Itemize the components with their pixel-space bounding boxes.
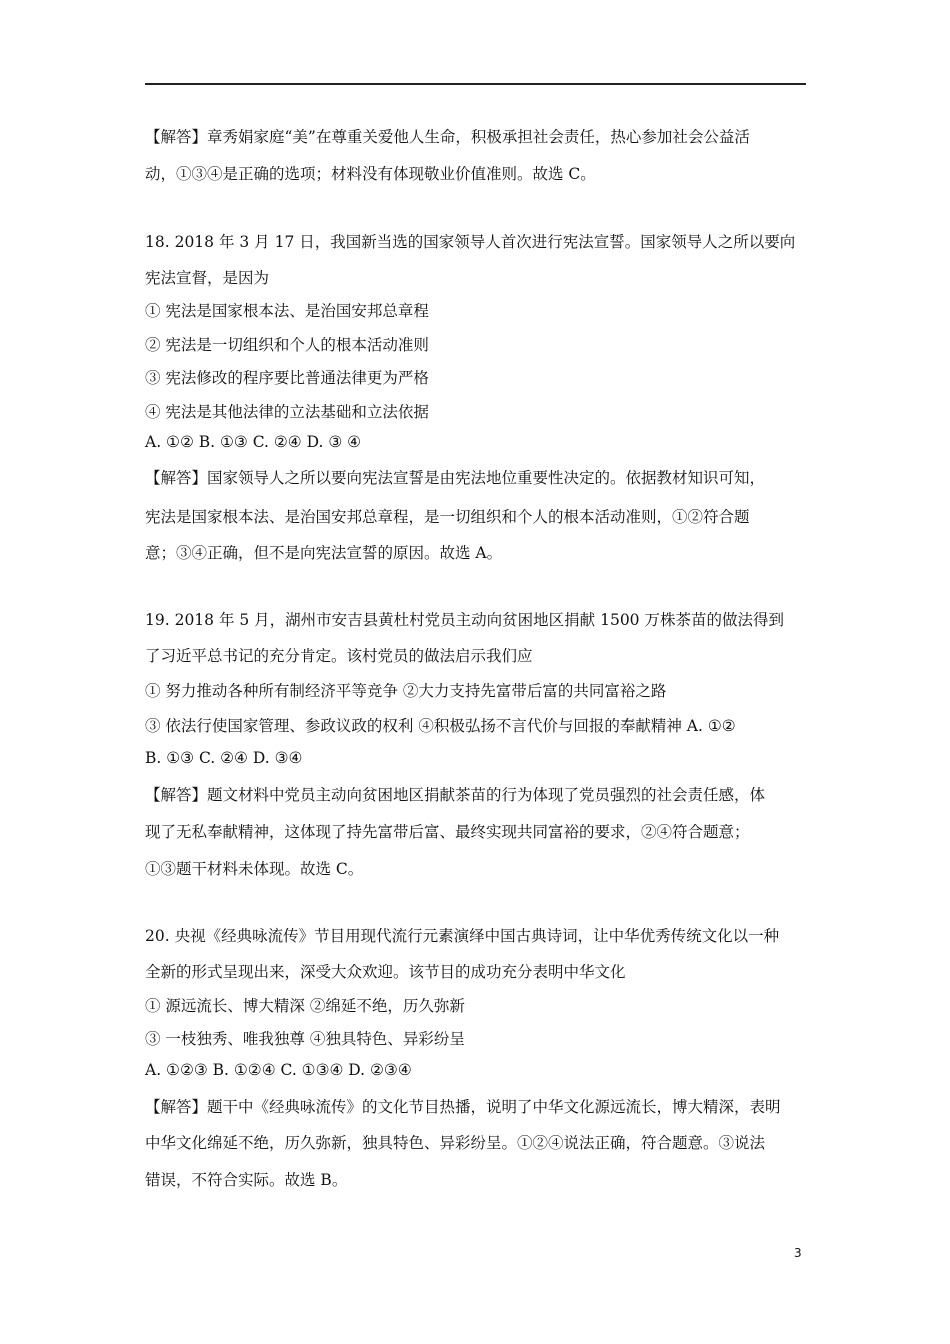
option-1: ① 宪法是国家根本法、是治国安邦总章程 — [145, 302, 429, 320]
header-rule — [145, 83, 806, 85]
line-22: 全新的形式呈现出来，深受大众欢迎。该节目的成功充分表明中华文化 — [145, 963, 626, 981]
answer-line: 意；③④正确，但不是向宪法宣誓的原因。故选 A。 — [145, 544, 503, 562]
option-2: ② 宪法是一切组织和个人的根本活动准则 — [145, 336, 429, 354]
answer-line: ①③题干材料未体现。故选 C。 — [145, 860, 364, 878]
line-4: 宪法宣督，是因为 — [145, 269, 270, 287]
line-14: 了习近平总书记的充分肯定。该村党员的做法启示我们应 — [145, 647, 533, 665]
page-number: 3 — [794, 1246, 802, 1260]
answer-line: 错误，不符合实际。故选 B。 — [145, 1171, 348, 1189]
answer-line: 现了无私奉献精神，这体现了持先富带后富、最终实现共同富裕的要求，②④符合题意； — [145, 823, 750, 841]
answer-line: 宪法是国家根本法、是治国安邦总章程，是一切组织和个人的根本活动准则，①②符合题 — [145, 508, 750, 526]
choices: A. ①② B. ①③ C. ②④ D. ③ ④ — [145, 433, 362, 451]
option-line: ③ 依法行使国家管理、参政议政的权利 ④积极弘扬不言代价与回报的奉献精神 A. ①② — [145, 717, 736, 735]
question-19: 19. 2018 年 5 月，湖州市安吉县黄杜村党员主动向贫困地区捐献 1500 万株茶苗的做法得到 — [145, 611, 784, 629]
answer-line: 中华文化绵延不绝，历久弥新，独具特色、异彩纷呈。①②④说法正确，符合题意。③说法 — [145, 1134, 766, 1152]
answer-line: 【解答】国家领导人之所以要向宪法宣誓是由宪法地位重要性决定的。依据教材知识可知， — [145, 469, 766, 487]
choices: B. ①③ C. ②④ D. ③④ — [145, 749, 303, 767]
option-line: ① 努力推动各种所有制经济平等竞争 ②大力支持先富带后富的共同富裕之路 — [145, 682, 667, 700]
choices: A. ①②③ B. ①②④ C. ①③④ D. ②③④ — [145, 1061, 412, 1079]
option-3: ③ 宪法修改的程序要比普通法律更为严格 — [145, 369, 429, 387]
option-line: ① 源远流长、博大精深 ②绵延不绝，历久弥新 — [145, 997, 465, 1015]
line-2: 动，①③④是正确的选项；材料没有体现敬业价值准则。故选 C。 — [145, 165, 596, 183]
option-4: ④ 宪法是其他法律的立法基础和立法依据 — [145, 403, 429, 421]
line-1: 【解答】章秀娟家庭“美”在尊重关爱他人生命，积极承担社会责任，热心参加社会公益活 — [145, 128, 750, 146]
answer-line: 【解答】题干中《经典咏流传》的文化节目热播，说明了中华文化源远流长，博大精深，表明 — [145, 1098, 781, 1116]
answer-line: 【解答】题文材料中党员主动向贫困地区捐献茶苗的行为体现了党员强烈的社会责任感，体 — [145, 786, 766, 804]
option-line: ③ 一枝独秀、唯我独尊 ④独具特色、异彩纷呈 — [145, 1030, 465, 1048]
question-18: 18. 2018 年 3 月 17 日，我国新当选的国家领导人首次进行宪法宣誓。国家领导人之所以要向 — [145, 233, 796, 251]
question-20: 20. 央视《经典咏流传》节目用现代流行元素演绎中国古典诗词，让中华优秀传统文化以一种 — [145, 927, 780, 945]
